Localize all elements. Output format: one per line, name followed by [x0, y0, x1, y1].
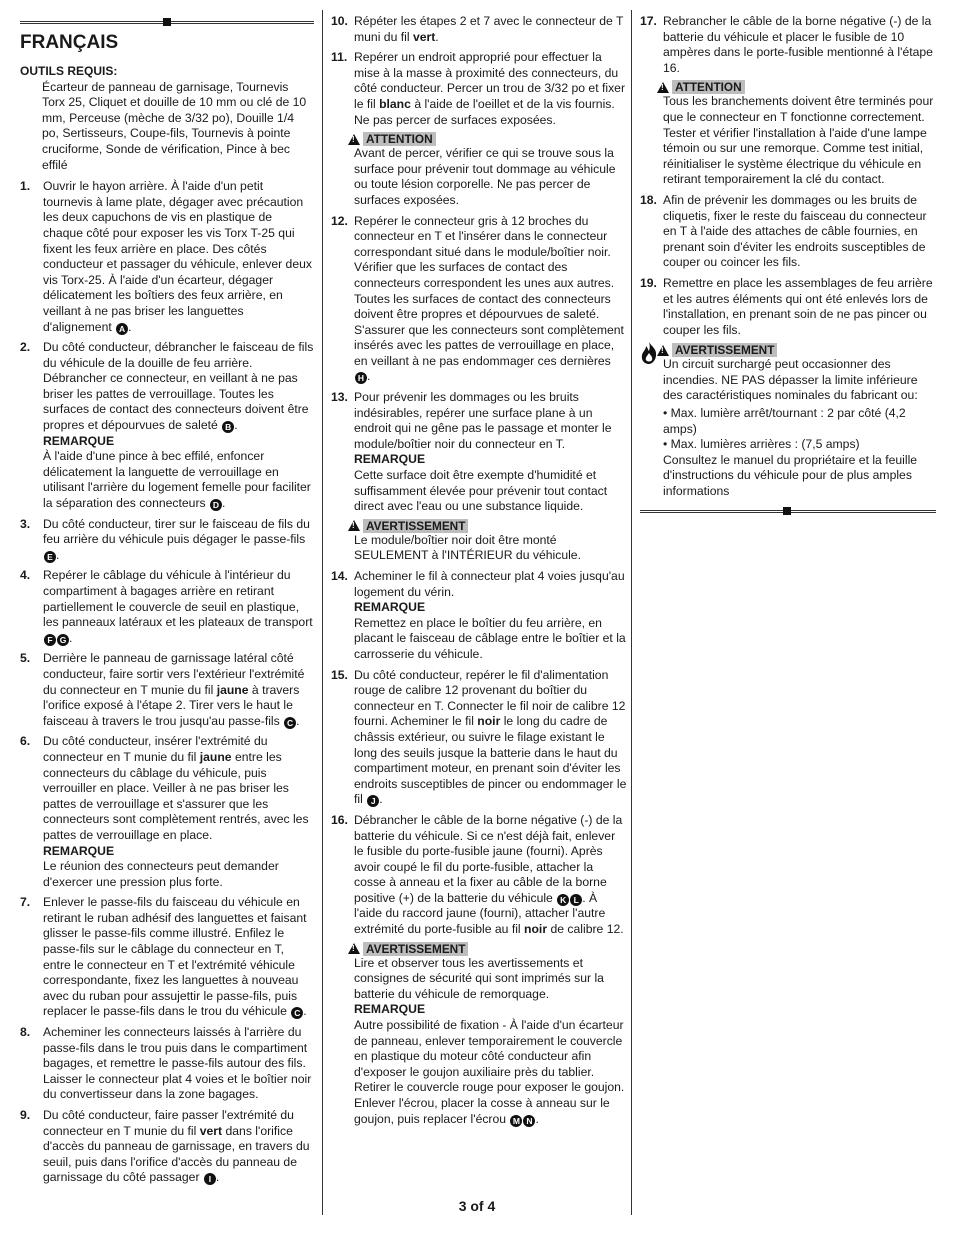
- page-number: 3 of 4: [458, 1198, 496, 1214]
- step-19: [640, 276, 936, 338]
- step-number: 2.: [20, 340, 31, 355]
- step-text: .: [435, 29, 439, 44]
- step-10: [331, 14, 627, 45]
- figure-badge: I: [204, 1173, 216, 1185]
- step-text: . À l'aide du raccord jaune (fourni), attacher l'autre extrémité du porte-fusible au fil: [354, 890, 606, 937]
- wire-color: noir: [477, 714, 501, 729]
- step-6: [20, 734, 314, 890]
- wire-color: jaune: [216, 682, 249, 697]
- step-number: 15.: [331, 667, 348, 682]
- step-text: Pour prévenir les dommages ou les bruits indésirables, repérer une surface plane à un endroit qui ne gêne pas le passage et monter le module/boîtier noir du connecteur en T.: [354, 390, 612, 451]
- step-number: 10.: [331, 14, 348, 28]
- warning-text: Lire et observer tous les avertissements et consignes de sécurité qui sont imprimés sur la batterie du véhicule de remorquage.: [354, 955, 604, 1001]
- wire-color: vert: [199, 1123, 223, 1138]
- step-text: Acheminer le fil à connecteur plat 4 voies jusqu'au logement du vérin.: [354, 569, 625, 599]
- step-1: 1. Ouvrir le hayon arrière. À l'aide d'un petit tournevis à lame plate, dégager avec précaution les deux capuchons de vis en plastique de chaque côté pour exposer les vis Torx T-25 qui fixent les feux arrière en place. Des côtés conducteur et passager du véhicule, enlever deux vis Torx-25. À l'aide d'un écarteur, dégager délicatement les boîtiers des feux arrière, en veillant à ne pas briser les languettes d'alignement A .: [20, 179, 312, 334]
- attention-text: Tous les branchements doivent être terminés pour que le connecteur en T fonctionne correctement. Tester et vérifier l'installation à l'aide d'une lampe témoin ou sur une remorque. Comme test initial, réinitialiser le système électrique du véhicule en retirant temporairement la clé du contact.: [663, 94, 934, 187]
- step-number: 11.: [331, 50, 348, 65]
- warning-text: Un circuit surchargé peut occasionner des incendies. NE PAS dépasser la limite inférieure des caractéristiques nominales du fabricant ou:: [663, 357, 918, 403]
- step-text: à travers l'orifice exposé à l'étape 2. Tirer vers le haut le faisceau à travers le trou jusqu'au passe-fils: [43, 682, 300, 728]
- column-divider-1: [322, 10, 323, 1215]
- step-text: Du côté conducteur, tirer sur le faisceau de fils du feu arrière du véhicule puis dégager le passe-fils: [43, 516, 310, 547]
- wire-color: blanc: [379, 96, 411, 111]
- figure-badge: D: [210, 499, 222, 511]
- step-18: [640, 193, 936, 271]
- warning-label: AVERTISSEMENT: [672, 343, 777, 357]
- step-17: [640, 14, 936, 188]
- step-text: Du côté conducteur, débrancher le faisceau de fils du véhicule de la douille de feu arrière. Débrancher ce connecteur, en veillant à ne pas briser les pattes de verrouillage. Toutes les surfaces de contact des connecteurs doivent être propres et dépourvues de saleté: [43, 340, 314, 433]
- warning-bullet: • Max. lumières arrières : (7,5 amps): [663, 437, 860, 452]
- step-text: Derrière le panneau de garnissage latéral côté conducteur, faire sortir vers l'extérieur l'extrémité du connecteur en T munie du fil: [43, 651, 305, 697]
- step-14: [331, 569, 627, 663]
- warning-triangle-icon: [348, 943, 360, 954]
- step-number: 6.: [20, 734, 31, 749]
- figure-badge: L: [570, 894, 582, 906]
- wire-color: vert: [412, 29, 436, 44]
- step-3: 3. Du côté conducteur, tirer sur le faisceau de fils du feu arrière du véhicule puis dégager le passe-fils E .: [20, 516, 310, 562]
- attention-header: [657, 80, 936, 94]
- warning-triangle-icon: [348, 134, 360, 145]
- final-warning: [640, 343, 936, 499]
- step-text: Du côté conducteur, faire passer l'extrémité du connecteur en T munie du fil: [43, 1108, 294, 1138]
- warning-closing: Consultez le manuel du propriétaire et la feuille d'instructions du véhicule pour de plus amples informations: [663, 452, 918, 499]
- step-number: 1.: [20, 179, 31, 194]
- step-2: 2. Du côté conducteur, débrancher le faisceau de fils du véhicule de la douille de feu arrière. Débrancher ce connecteur, en veillant à ne pas briser les pattes de verrouillage. Toutes les surfaces de contact des connecteurs doivent être propres et dépourvues de saleté B . REMARQUE À l'aide d'une pince à bec effilé, enfoncer délicatement la languette de verrouillage en utilisant l'arrière du logement femelle pour faciliter la séparation des connecteurs D .: [20, 340, 314, 511]
- bottom-rule-right: [640, 507, 936, 515]
- warning-label: AVERTISSEMENT: [363, 519, 468, 533]
- figure-badge: H: [355, 372, 367, 384]
- wire-color: jaune: [199, 749, 232, 764]
- figure-badge: K: [557, 894, 569, 906]
- step-9: 9. Du côté conducteur, faire passer l'extrémité du connecteur en T munie du fil vert dans l'orifice d'accès du panneau de garnissage, en travers du seuil, puis dans l'orifice d'accès du panneau de garnissage du côté passager I .: [20, 1108, 310, 1185]
- figure-badge: J: [367, 795, 379, 807]
- attention-label: ATTENTION: [363, 132, 436, 146]
- step-text: Ouvrir le hayon arrière. À l'aide d'un petit tournevis à lame plate, dégager avec précaution les deux capuchons de vis en plastique de chaque côté pour exposer les vis Torx T-25 qui fixent les feux arrière en place. Des côtés conducteur et passager du véhicule, enlever deux vis Torx-25. À l'aide d'un écarteur, dégager délicatement les boîtiers des feux arrière, en veillant à ne pas briser les languettes d'alignement: [43, 179, 312, 334]
- warning-triangle-icon: [657, 345, 669, 356]
- note-label: REMARQUE: [43, 843, 115, 858]
- note-text: Autre possibilité de fixation - À l'aide d'un écarteur de panneau, enlever temporairement le couvercle en plastique du moteur côté conducteur afin d'exposer le goujon auxiliaire près du tablier. Retirer le couvercle rouge pour exposer le goujon. Enlever l'écrou, placer la cosse à anneau sur le goujon, puis replacer l'écrou: [354, 1018, 625, 1126]
- warning-bullet: • Max. lumière arrêt/tournant : 2 par côté (4,2 amps): [663, 406, 906, 436]
- note-label: REMARQUE: [354, 452, 426, 467]
- figure-badge: E: [44, 551, 56, 563]
- note-label: REMARQUE: [43, 433, 115, 448]
- step-text: Enlever le passe-fils du faisceau du véhicule en retirant le ruban adhésif des languettes et faisant glisser le passe-fils comme illustré. Enfilez le passe-fils sur le câblage du connecteur en T, entre le connecteur en T et l'extrémité véhicule correspondante, fixez les languettes à nouveau avec du ruban pour assujettir le passe-fils, puis replacer le passe-fils dans le trou du véhicule: [43, 895, 307, 1019]
- step-5: 5. Derrière le panneau de garnissage latéral côté conducteur, faire sortir vers l'extérieur l'extrémité du connecteur en T munie du fil jaune à travers l'orifice exposé à l'étape 2. Tirer vers le haut le faisceau à travers le trou jusqu'au passe-fils C .: [20, 651, 305, 728]
- column-1: [20, 14, 314, 1191]
- figure-badge: B: [222, 421, 234, 433]
- page-title: FRANÇAIS: [20, 32, 119, 53]
- column-3: [640, 14, 936, 502]
- warning-header: [657, 343, 936, 357]
- figure-badge: C: [284, 717, 296, 729]
- figure-badge: M: [510, 1115, 522, 1127]
- column-divider-2: [631, 10, 632, 1215]
- step-text: Repérer le câblage du véhicule à l'intérieur du compartiment à bagages arrière en retirant partiellement le couvercle de seuil en plastique, les panneaux latéraux et les plateaux de transport: [43, 568, 313, 630]
- step-text: Remettre en place les assemblages de feu arrière et les autres éléments qui ont été enlevés lors de l'installation, en prenant soin de ne pas pincer ou couper les fils.: [663, 275, 933, 337]
- note-label: REMARQUE: [354, 600, 426, 615]
- step-7: 7. Enlever le passe-fils du faisceau du véhicule en retirant le ruban adhésif des languettes et faisant glisser le passe-fils comme illustré. Enfilez le passe-fils sur le câblage du connecteur en T, entre le connecteur en T et l'extrémité véhicule correspondante, fixez les languettes à nouveau avec du ruban pour assujettir le passe-fils, puis replacer le passe-fils dans le trou du véhicule C .: [20, 895, 307, 1019]
- step-number: 14.: [331, 569, 348, 583]
- step-text: Afin de prévenir les dommages ou les bruits de cliquetis, fixer le reste du faisceau du connecteur en T à l'aide des attaches de câble fournies, en prenant soin d'éviter les endroits susceptibles de couper ou coincer les fils.: [663, 192, 927, 270]
- step-number: 8.: [20, 1025, 31, 1040]
- step-text: Du côté conducteur, repérer le fil d'alimentation rouge de calibre 12 provenant du boîtier du connecteur en T. Connecter le fil noir de calibre 12 fourni. Acheminer le fil: [354, 667, 626, 729]
- warning-label: AVERTISSEMENT: [363, 942, 468, 956]
- attention-text: Avant de percer, vérifier ce qui se trouve sous la surface pour prévenir tout dommage au véhicule ou toute lésion corporelle. Ne pas percer de surfaces exposées.: [354, 146, 616, 207]
- note-label: REMARQUE: [354, 1002, 426, 1017]
- step-text: le long du cadre de châssis extérieur, ou suivre le filage existant le long des seuils jusque la batterie dans le haut du compartiment moteur, en prenant soin d'éviter les endroits susceptibles de pincer ou endommager le fil: [354, 714, 627, 807]
- column-2: [331, 14, 627, 1132]
- warning-header: [348, 942, 627, 956]
- step-text: Repérer un endroit approprié pour effectuer la mise à la masse à proximité des connecteurs, du côté conducteur. Percer un trou de 3/32 po et fixer le fil: [354, 50, 625, 111]
- step-text: de calibre 12.: [550, 922, 624, 937]
- step-number: 4.: [20, 568, 31, 583]
- note-text: Remettez en place le boîtier du feu arrière, en placant le faisceau de câblage entre le boîtier et la carrosserie du véhicule.: [354, 615, 626, 661]
- step-text: Repérer le connecteur gris à 12 broches du connecteur en T et l'insérer dans le connecteur correspondant situé dans le module/boîtier noir. Vérifier que les surfaces de contact des connecteurs correspondent les unes aux autres. Toutes les surfaces de contact des connecteurs doivent être propres et dépourvues de saleté. S'assurer que les connecteurs sont complètement insérés avec les pattes de verrouillage en place, en veillant à ne pas endommager ces dernières: [354, 213, 624, 368]
- attention-header: [348, 132, 627, 146]
- step-text: entre les connecteurs du câblage du véhicule, puis verrouiller en place. Veiller à ne pas briser les pattes de verrouillage et s'assurer que les connecteurs sont complètement rentrés, avec les pattes de verrouillage en place.: [43, 749, 309, 842]
- step-number: 13.: [331, 390, 348, 405]
- step-11: [331, 50, 627, 208]
- figure-badge: A: [116, 323, 128, 335]
- step-text: dans l'orifice d'accès du panneau de garnissage, en travers du seuil, puis dans l'orifice d'accès du panneau de garnissage du côté passager: [43, 1123, 310, 1185]
- step-text: Débrancher le câble de la borne négative (-) de la batterie du véhicule. Si ce n'est déjà fait, enlever le fusible du porte-fusible jaune (fourni). Après avoir coupé le fil du porte-fusible, attacher la cosse à anneau et la fixer au câble de la borne positive (+) de la batterie du véhicule: [354, 812, 623, 905]
- step-text: Du côté conducteur, insérer l'extrémité du connecteur en T munie du fil: [43, 734, 268, 764]
- warning-triangle-icon: [348, 520, 360, 531]
- step-16: 16. Débrancher le câble de la borne négative (-) de la batterie du véhicule. Si ce n'est déjà fait, enlever le fusible du porte-fusible jaune (fourni). Après avoir coupé le fil du porte-fusible, attacher la cosse à anneau et la fixer au câble de la borne positive (+) de la batterie du véhicule K L . À l'aide du raccord jaune (fourni), attacher l'autre extrémité du porte-fusible au fil noir de calibre 12. ! AVERTISSEMENT Lire et observer tous les avertissements et consignes de sécurité qui sont imprimés sur la batterie du véhicule de remorquage. REMARQUE Autre possibilité de fixation - À l'aide d'un écarteur de panneau, enlever temporairement le couvercle en plastique du moteur côté conducteur afin d'exposer le goujon auxiliaire près du tablier. Retirer le couvercle rouge pour exposer le goujon. Enlever l'écrou, placer la cosse à anneau sur le goujon, puis replacer l'écrou M N .: [331, 813, 627, 1127]
- step-number: 18.: [640, 192, 657, 207]
- step-text: à l'aide de l'oeillet et de la vis fournis. Ne pas percer de surfaces exposées.: [354, 96, 615, 127]
- step-number: 9.: [20, 1108, 31, 1122]
- step-number: 7.: [20, 895, 31, 910]
- step-text: Rebrancher le câble de la borne négative (-) de la batterie du véhicule et placer le fusible de 10 ampères dans le porte-fusible mentionné à l'étape 16.: [663, 14, 933, 75]
- figure-badge: G: [57, 634, 69, 646]
- note-text: À l'aide d'une pince à bec effilé, enfoncer délicatement la languette de verrouillage en utilisant l'arrière du logement femelle pour faciliter la séparation des connecteurs: [43, 449, 311, 511]
- step-number: 5.: [20, 651, 31, 666]
- figure-badge: N: [523, 1115, 535, 1127]
- step-12: 12. Repérer le connecteur gris à 12 broches du connecteur en T et l'insérer dans le connecteur correspondant situé dans le module/boîtier noir. Vérifier que les surfaces de contact des connecteurs correspondent les unes aux autres. Toutes les surfaces de contact des connecteurs doivent être propres et dépourvues de saleté. S'assurer que les connecteurs sont complètement insérés avec les pattes de verrouillage en place, en veillant à ne pas endommager ces dernières H .: [331, 213, 624, 384]
- step-number: 19.: [640, 275, 657, 290]
- step-number: 3.: [20, 516, 31, 531]
- step-4: 4. Repérer le câblage du véhicule à l'intérieur du compartiment à bagages arrière en retirant partiellement le couvercle de seuil en plastique, les panneaux latéraux et les plateaux de transport F G .: [20, 568, 313, 645]
- warning-triangle-icon: [657, 82, 669, 93]
- step-text: Acheminer les connecteurs laissés à l'arrière du passe-fils dans le trou puis dans le compartiment bagages, et remettre le passe-fils autour des fils. Laisser le connecteur plat 4 voies et le boîtier noir du convertisseur dans la zone bagages.: [43, 1025, 312, 1102]
- step-15: 15. Du côté conducteur, repérer le fil d'alimentation rouge de calibre 12 provenant du boîtier du connecteur en T. Connecter le fil noir de calibre 12 fourni. Acheminer le fil noir le long du cadre de châssis extérieur, ou suivre le filage existant le long des seuils jusque la batterie dans le haut du compartiment moteur, en prenant soin d'éviter les endroits susceptibles de pincer ou endommager le fil J .: [331, 667, 627, 807]
- tools-text: Écarteur de panneau de garnisage, Tournevis Torx 25, Cliquet et douille de 10 mm ou clé de 10 mm, Perceuse (mèche de 3/32 po), Douille 1/4 po, Sertisseurs, Coupe-fils, Tournevis à pointe cruciforme, Sonde de vérification, Pince à bec effilé: [42, 79, 307, 172]
- wire-color: noir: [524, 922, 548, 937]
- step-text: Répéter les étapes 2 et 7 avec le connecteur de T muni du fil: [354, 14, 624, 44]
- tools-label: OUTILS REQUIS:: [20, 64, 118, 78]
- figure-badge: C: [291, 1007, 303, 1019]
- warning-text: Le module/boîtier noir doit être monté SEULEMENT à l'INTÉRIEUR du véhicule.: [354, 532, 581, 563]
- warning-header: [348, 519, 627, 533]
- attention-label: ATTENTION: [672, 80, 745, 94]
- step-13: [331, 390, 627, 564]
- note-text: Cette surface doit être exempte d'humidité et suffisamment élevée pour prévenir tout contact direct avec l'eau ou une substance liquide.: [354, 468, 608, 514]
- step-number: 12.: [331, 213, 348, 228]
- step-number: 16.: [331, 812, 348, 827]
- step-8: [20, 1025, 314, 1103]
- figure-badge: F: [44, 634, 56, 646]
- step-number: 17.: [640, 14, 657, 28]
- note-text: Le réunion des connecteurs peut demander d'exercer une pression plus forte.: [43, 859, 279, 889]
